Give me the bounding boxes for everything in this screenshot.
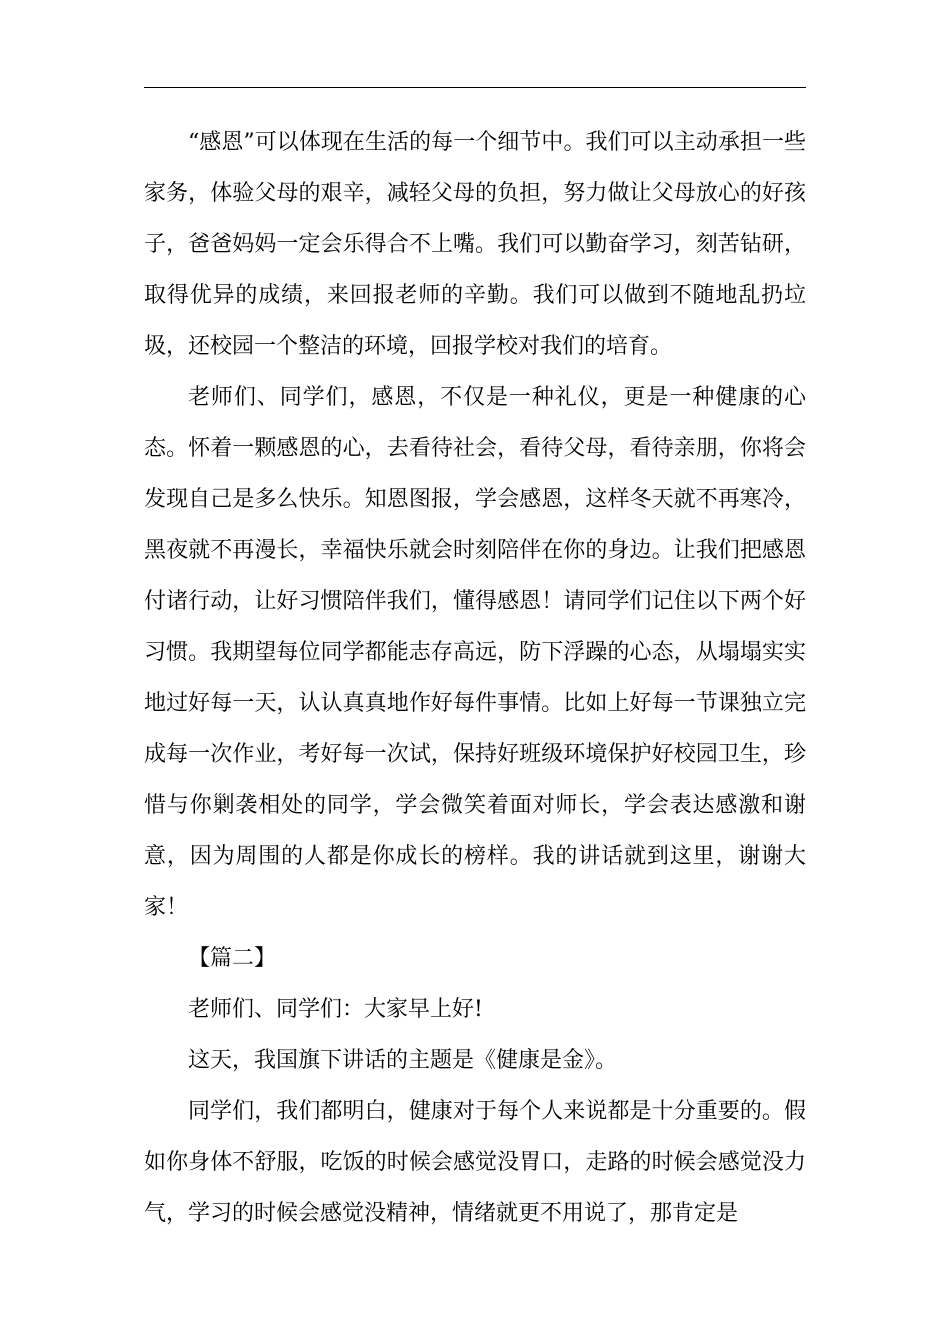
header-rule xyxy=(144,87,806,88)
paragraph-gratitude-details: “感恩”可以体现在生活的每一个细节中。我们可以主动承担一些家务，体验父母的艰辛，减轻父母的负担，努力做让父母放心的好孩子，爸爸妈妈一定会乐得合不上嘴。我们可以勤奋学习，刻苦钻研，取得优异的成绩，来回报老师的辛勤。我们可以做到不随地乱扔垃圾，还校园一个整洁的环境，回报学校对我们的培育。 xyxy=(144,130,806,359)
section-heading-part-two: 【篇二】 xyxy=(188,946,277,971)
paragraph-gratitude-attitude: 老师们、同学们，感恩，不仅是一种礼仪，更是一种健康的心态。怀着一颗感恩的心，去看待社会，看待父母，看待亲朋，你将会发现自己是多么快乐。知恩图报，学会感恩，这样冬天就不再寒冷，黑夜就不再漫长，幸福快乐就会时刻陪伴在你的身边。让我们把感恩付诸行动，让好习惯陪伴我们，懂得感恩！请同学们记住以下两个好习惯。我期望每位同学都能志存高远，防下浮躁的心态，从塌塌实实地过好每一天，认认真真地作好每件事情。比如上好每一节课独立完成每一次作业，考好每一次试，保持好班级环境保护好校园卫生，珍惜与你剿袭相处的同学，学会微笑着面对师长，学会表达感激和谢意，因为周围的人都是你成长的榜样。我的讲话就到这里，谢谢大家！ xyxy=(144,385,806,920)
paragraph-health-importance: 同学们，我们都明白，健康对于每个人来说都是十分重要的。假如你身体不舒服，吃饭的时候会感觉没胃口，走路的时候会感觉没力气，学习的时候会感觉没精神，情绪就更不用说了，那肯定是 xyxy=(144,1099,806,1226)
paragraph-speech-topic: 这天，我国旗下讲话的主题是《健康是金》。 xyxy=(188,1048,618,1073)
document-body xyxy=(144,117,806,1239)
paragraph-greeting: 老师们、同学们：大家早上好! xyxy=(188,997,483,1022)
